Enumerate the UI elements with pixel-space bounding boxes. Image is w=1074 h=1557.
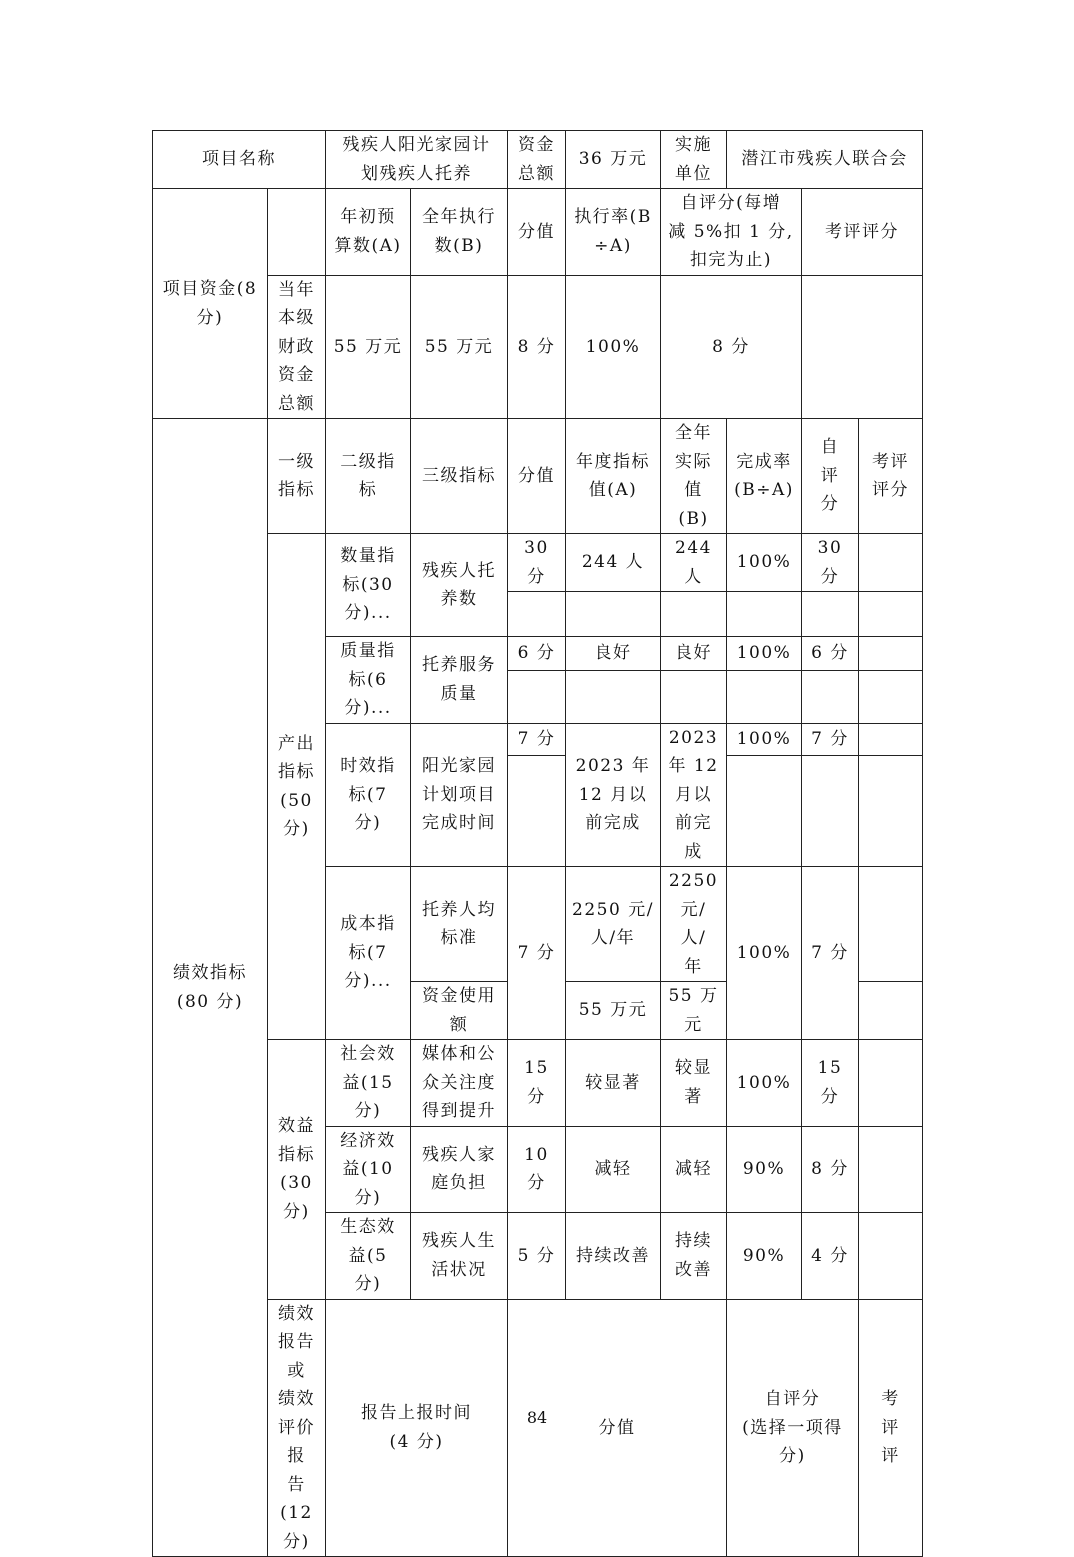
time-actual: 2023 年 12 月以 前完 成 [661,723,727,867]
funds-score: 8 分 [508,275,566,419]
cost-review-a [859,867,923,982]
social-l3: 媒体和公 众关注度 得到提升 [411,1040,508,1127]
economic-self: 8 分 [802,1126,859,1213]
funds-self: 8 分 [661,275,802,419]
h-review: 考评 评分 [859,419,923,534]
benefit-label: 效益 指标 (30 分) [268,1040,326,1300]
empty-cell [727,671,802,723]
empty-cell [268,189,326,276]
empty-cell [802,592,859,637]
h-score: 分值 [508,419,566,534]
quality-score: 6 分 [508,637,566,671]
eco-l2: 生态效 益(5 分) [326,1213,411,1300]
h-level1: 一级 指标 [268,419,326,534]
empty-cell [727,755,802,866]
social-actual: 较显 著 [661,1040,727,1127]
cost-l3a: 托养人均 标准 [411,867,508,982]
fund-total-label: 资金 总额 [508,131,566,189]
h-rate: 完成率 (B÷A) [727,419,802,534]
social-l2: 社会效 益(15 分) [326,1040,411,1127]
eco-self: 4 分 [802,1213,859,1300]
page-number: 84 [526,1408,548,1427]
table-row [153,131,923,189]
empty-cell [661,671,727,723]
eco-l3: 残疾人生 活状况 [411,1213,508,1300]
qty-score: 30 分 [508,534,566,592]
empty-cell [508,592,566,637]
time-l3: 阳光家园 计划项目 完成时间 [411,723,508,867]
h-actual: 全年 实际 值 (B) [661,419,727,534]
economic-l2: 经济效 益(10 分) [326,1126,411,1213]
col-review-header: 考评评分 [802,189,923,276]
h-level3: 三级指标 [411,419,508,534]
time-target: 2023 年 12 月以 前完成 [566,723,661,867]
time-l2: 时效指 标(7 分) [326,723,411,867]
cost-rate: 100% [727,867,802,1040]
empty-cell [508,671,566,723]
funds-row-label: 当年 本级 财政 资金 总额 [268,275,326,419]
social-rate: 100% [727,1040,802,1127]
funds-budget: 55 万元 [326,275,411,419]
quality-review [859,637,923,671]
social-score: 15 分 [508,1040,566,1127]
h-level2: 二级指 标 [326,419,411,534]
economic-review [859,1126,923,1213]
economic-target: 减轻 [566,1126,661,1213]
report-score-label: 分值 [508,1299,727,1557]
quality-l2: 质量指 标(6 分)... [326,637,411,724]
quality-actual: 良好 [661,637,727,671]
social-review [859,1040,923,1127]
qty-l2: 数量指 标(30 分)... [326,534,411,637]
empty-cell [661,592,727,637]
time-self: 7 分 [802,723,859,755]
table-row [153,189,923,276]
qty-self: 30 分 [802,534,859,592]
funds-rate: 100% [566,275,661,419]
empty-cell [802,755,859,866]
empty-cell [727,592,802,637]
empty-cell [566,671,661,723]
project-name-label: 项目名称 [153,131,326,189]
cost-score: 7 分 [508,867,566,1040]
report-label: 绩效报告或 绩效评价报 告(12 分) [268,1299,326,1557]
eco-rate: 90% [727,1213,802,1300]
quality-l3: 托养服务 质量 [411,637,508,724]
cost-actual-b: 55 万 元 [661,982,727,1040]
fund-total-value: 36 万元 [566,131,661,189]
funds-label: 项目资金(8 分) [153,189,268,419]
time-rate: 100% [727,723,802,755]
empty-cell [508,755,566,866]
funds-exec: 55 万元 [411,275,508,419]
economic-score: 10 分 [508,1126,566,1213]
economic-rate: 90% [727,1126,802,1213]
social-self: 15 分 [802,1040,859,1127]
cost-l3b: 资金使用 额 [411,982,508,1040]
qty-l3: 残疾人托 养数 [411,534,508,637]
cost-l2: 成本指 标(7 分)... [326,867,411,1040]
qty-actual: 244 人 [661,534,727,592]
table-row [153,534,923,592]
table-row [153,419,923,534]
empty-cell [859,671,923,723]
qty-target: 244 人 [566,534,661,592]
cost-review-b [859,982,923,1040]
quality-rate: 100% [727,637,802,671]
qty-review [859,534,923,592]
time-score: 7 分 [508,723,566,755]
impl-unit-label: 实施 单位 [661,131,727,189]
quality-target: 良好 [566,637,661,671]
eco-review [859,1213,923,1300]
performance-table [152,130,923,1557]
cost-actual-a: 2250 元/ 人/ 年 [661,867,727,982]
col-exec-header: 全年执行 数(B) [411,189,508,276]
cost-target-a: 2250 元/ 人/年 [566,867,661,982]
project-name-value: 残疾人阳光家园计 划残疾人托养 [326,131,508,189]
table-row [153,1040,923,1127]
col-self-header: 自评分(每增 减 5%扣 1 分, 扣完为止) [661,189,802,276]
col-rate-header: 执行率(B ÷A) [566,189,661,276]
report-review-label: 考 评 评 [859,1299,923,1557]
qty-rate: 100% [727,534,802,592]
time-review [859,723,923,755]
report-self-label: 自评分 (选择一项得 分) [727,1299,859,1557]
h-self: 自 评 分 [802,419,859,534]
table-row [153,1299,923,1557]
eco-actual: 持续 改善 [661,1213,727,1300]
eco-score: 5 分 [508,1213,566,1300]
funds-review [802,275,923,419]
report-time-label: 报告上报时间 (4 分) [326,1299,508,1557]
empty-cell [802,671,859,723]
cost-self: 7 分 [802,867,859,1040]
social-target: 较显著 [566,1040,661,1127]
empty-cell [859,755,923,866]
eco-target: 持续改善 [566,1213,661,1300]
cost-target-b: 55 万元 [566,982,661,1040]
quality-self: 6 分 [802,637,859,671]
empty-cell [859,592,923,637]
economic-l3: 残疾人家 庭负担 [411,1126,508,1213]
col-budget-header: 年初预 算数(A) [326,189,411,276]
h-target: 年度指标 值(A) [566,419,661,534]
perf-label: 绩效指标 (80 分) [153,419,268,1557]
table-row [153,275,923,419]
impl-unit-value: 潜江市残疾人联合会 [727,131,923,189]
empty-cell [566,592,661,637]
economic-actual: 减轻 [661,1126,727,1213]
col-score-header: 分值 [508,189,566,276]
output-label: 产出 指标 (50 分) [268,534,326,1040]
